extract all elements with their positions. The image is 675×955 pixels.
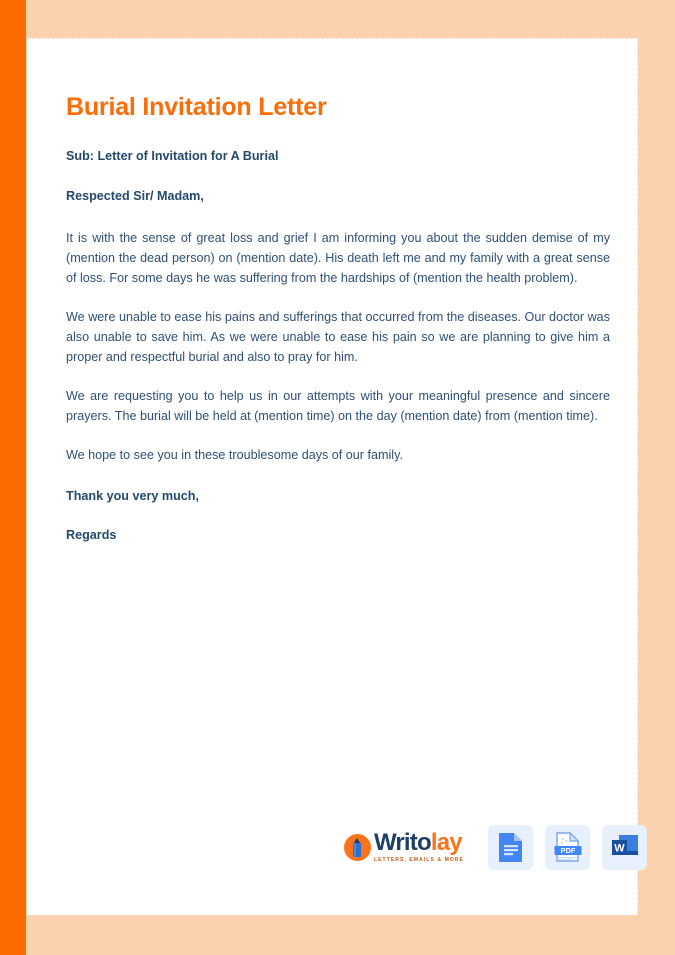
download-pdf-button[interactable] [545, 825, 590, 870]
body-paragraph-1: It is with the sense of great loss and grief I am informing you about the sudden demise of my (mention the dead person) on (mention date). His death left me and my family with a great sense of loss. For some days he was suffering from the hardships of (mention the health problem). [66, 230, 610, 286]
word-file-icon [610, 832, 640, 862]
regards-line: Regards [66, 528, 117, 543]
page-title: Burial Invitation Letter [66, 93, 327, 121]
pen-circle-icon [344, 834, 371, 861]
writolay-logo [344, 831, 464, 863]
left-accent-bar [0, 0, 26, 955]
body-paragraph-4: We hope to see you in these troublesome days of our family. [66, 447, 403, 462]
svg-text:PDF: PDF [560, 846, 575, 855]
download-word-button[interactable] [602, 825, 647, 870]
download-buttons [488, 825, 647, 870]
body-paragraph-3: We are requesting you to help us in our attempts with your meaningful presence and sincere prayers. The burial will be held at (mention time) on the day (mention date) from (mention time). [66, 388, 610, 424]
footer-bar [66, 823, 675, 871]
closing-line: Thank you very much, [66, 489, 199, 504]
body-paragraph-2: We were unable to ease his pains and sufferings that occurred from the diseases. Our doctor was also unable to save him. As we were unable to ease his pain so we are planning to give him a proper and respectful burial and also to pray for him. [66, 309, 610, 365]
brand-text [374, 831, 464, 863]
brand-wordmark [374, 831, 464, 855]
svg-text:W: W [613, 842, 625, 855]
salutation: Respected Sir/ Madam, [66, 189, 204, 204]
download-google-docs-button[interactable] [488, 825, 533, 870]
letter-content [66, 39, 625, 915]
subject-line: Sub: Letter of Invitation for A Burial [66, 149, 279, 163]
brand-tagline: LETTERS, EMAILS & MORE [373, 857, 464, 863]
brand-name-accent: lay [430, 829, 462, 856]
letter-body [66, 147, 610, 566]
letter-page [27, 38, 638, 915]
brand-name-primary: Writo [373, 829, 431, 856]
docs-file-icon [498, 832, 524, 862]
pdf-file-icon [554, 832, 582, 862]
